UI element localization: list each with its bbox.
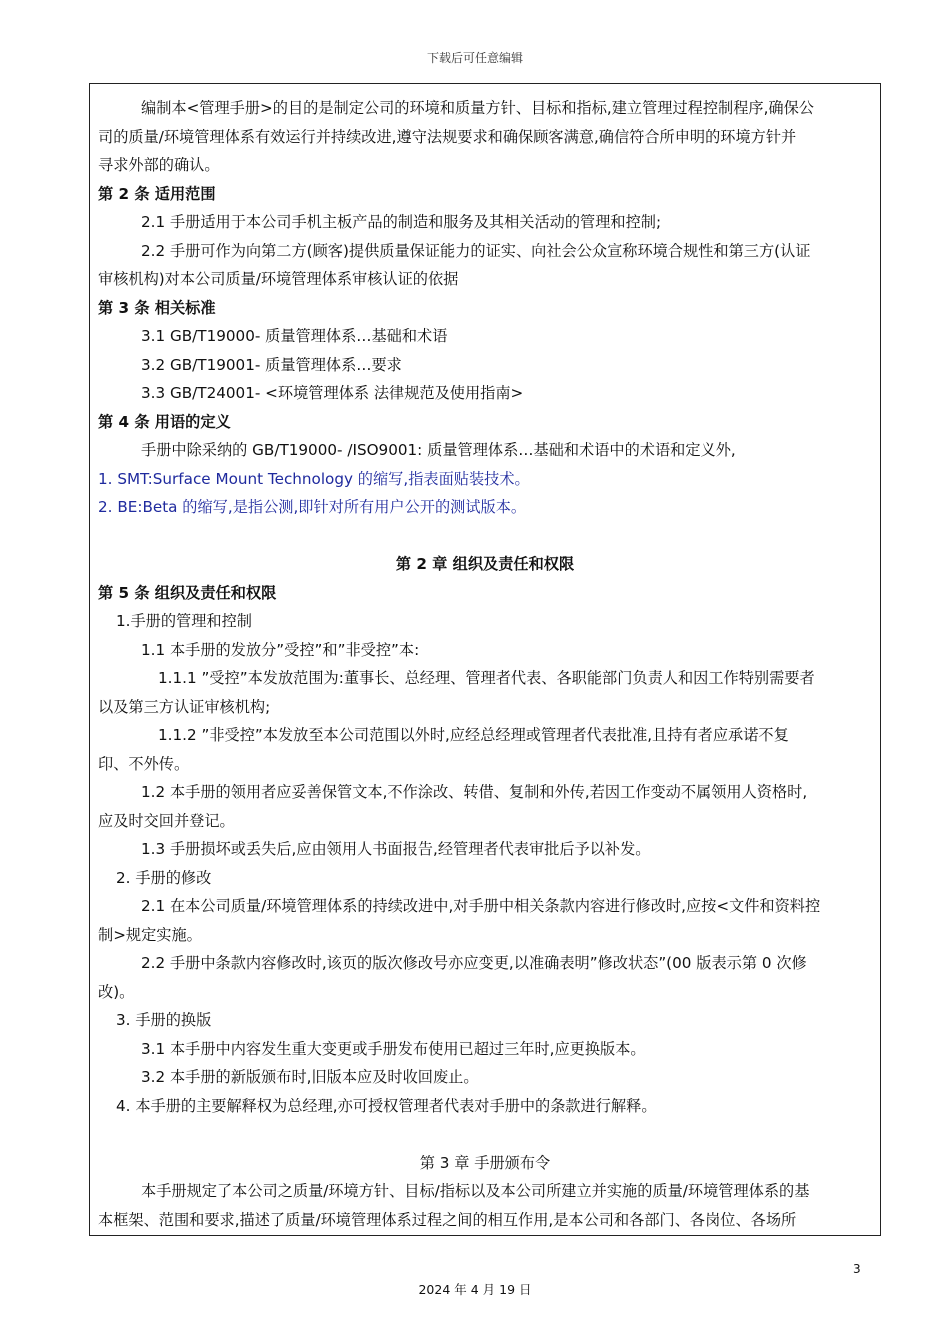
- paragraph-line: 审核机构)对本公司质量/环境管理体系审核认证的依据: [98, 270, 459, 288]
- article-heading: 第 5 条 组织及责任和权限: [98, 583, 277, 602]
- standard-item: 3.3 GB/T24001- <环境管理体系 法律规范及使用指南>: [141, 384, 524, 402]
- paragraph-line: 1.1.2 ”非受控”本发放至本公司范围以外时,应经总经理或管理者代表批准,且持有者应承诺不复: [158, 726, 789, 744]
- paragraph-line: 3.1 本手册中内容发生重大变更或手册发布使用已超过三年时,应更换版本。: [141, 1039, 646, 1058]
- definition-item: 1. SMT:Surface Mount Technology 的缩写,指表面贴装技术。: [98, 469, 530, 488]
- spacer: [98, 1120, 872, 1149]
- section-heading: 3. 手册的换版: [116, 1011, 212, 1029]
- chapter-heading: 第 2 章 组织及责任和权限: [395, 555, 575, 573]
- paragraph-line: 手册中除采纳的 GB/T19000- /ISO9001: 质量管理体系…基础和术语中的术语和定义外,: [141, 441, 736, 459]
- paragraph-line: 1.1.1 ”受控”本发放范围为:董事长、总经理、管理者代表、各职能部门负责人和因工作特别需要者: [158, 669, 815, 687]
- article-heading: 第 3 条 相关标准: [98, 298, 216, 317]
- paragraph-line: 制>规定实施。: [98, 925, 202, 944]
- document-frame: [89, 83, 881, 1236]
- standard-item: 3.2 GB/T19001- 质量管理体系…要求: [141, 355, 402, 374]
- section-heading: 1.手册的管理和控制: [116, 612, 252, 630]
- paragraph-line: 本框架、范围和要求,描述了质量/环境管理体系过程之间的相互作用,是本公司和各部门、各岗位、各场所: [98, 1210, 797, 1229]
- paragraph-line: 本手册规定了本公司之质量/环境方针、目标/指标以及本公司所建立并实施的质量/环境管理体系的基: [141, 1182, 810, 1200]
- paragraph-line: 印、不外传。: [98, 754, 190, 773]
- paragraph-line: 以及第三方认证审核机构;: [98, 697, 271, 716]
- definition-item: 2. BE:Beta 的缩写,是指公测,即针对所有用户公开的测试版本。: [98, 498, 527, 516]
- paragraph-line: 2.2 手册可作为向第二方(顾客)提供质量保证能力的证实、向社会公众宣称环境合规性和第三方(认证: [141, 241, 811, 260]
- paragraph-line: 3.2 本手册的新版颁布时,旧版本应及时收回废止。: [141, 1068, 479, 1086]
- paragraph-line: 1.1 本手册的发放分”受控”和”非受控”本:: [141, 640, 420, 659]
- paragraph-line: 编制本<管理手册>的目的是制定公司的环境和质量方针、目标和指标,建立管理过程控制程序,确保公: [141, 99, 814, 117]
- page-number: 3: [853, 1262, 861, 1276]
- paragraph-line: 1.3 手册损坏或丢失后,应由领用人书面报告,经管理者代表审批后予以补发。: [141, 840, 651, 858]
- page-footer-date: 2024 年 4 月 19 日: [418, 1282, 532, 1297]
- paragraph-line: 改)。: [98, 982, 135, 1001]
- paragraph-line: 司的质量/环境管理体系有效运行并持续改进,遵守法规要求和确保顾客满意,确信符合所申明的环境方针并: [98, 127, 797, 146]
- section-heading: 2. 手册的修改: [116, 868, 212, 887]
- standard-item: 3.1 GB/T19000- 质量管理体系…基础和术语: [141, 327, 448, 345]
- paragraph-line: 2.2 手册中条款内容修改时,该页的版次修改号亦应变更,以准确表明”修改状态”(00 版表示第 0 次修: [141, 954, 807, 972]
- paragraph-line: 2.1 在本公司质量/环境管理体系的持续改进中,对手册中相关条款内容进行修改时,应按<文件和资料控: [141, 897, 821, 915]
- page-header: 下载后可任意编辑: [426, 51, 523, 65]
- paragraph-line: 寻求外部的确认。: [98, 156, 220, 174]
- article-heading: 第 2 条 适用范围: [98, 184, 216, 203]
- article-heading: 第 4 条 用语的定义: [98, 412, 231, 431]
- paragraph-line: 应及时交回并登记。: [98, 811, 235, 830]
- paragraph-line: 1.2 本手册的领用者应妥善保管文本,不作涂改、转借、复制和外传,若因工作变动不属领用人资格时,: [141, 783, 808, 801]
- paragraph-line: 2.1 手册适用于本公司手机主板产品的制造和服务及其相关活动的管理和控制;: [141, 213, 662, 231]
- spacer: [98, 522, 872, 551]
- chapter-heading: 第 3 章 手册颁布令: [419, 1153, 551, 1172]
- section-heading: 4. 本手册的主要解释权为总经理,亦可授权管理者代表对手册中的条款进行解释。: [116, 1096, 657, 1115]
